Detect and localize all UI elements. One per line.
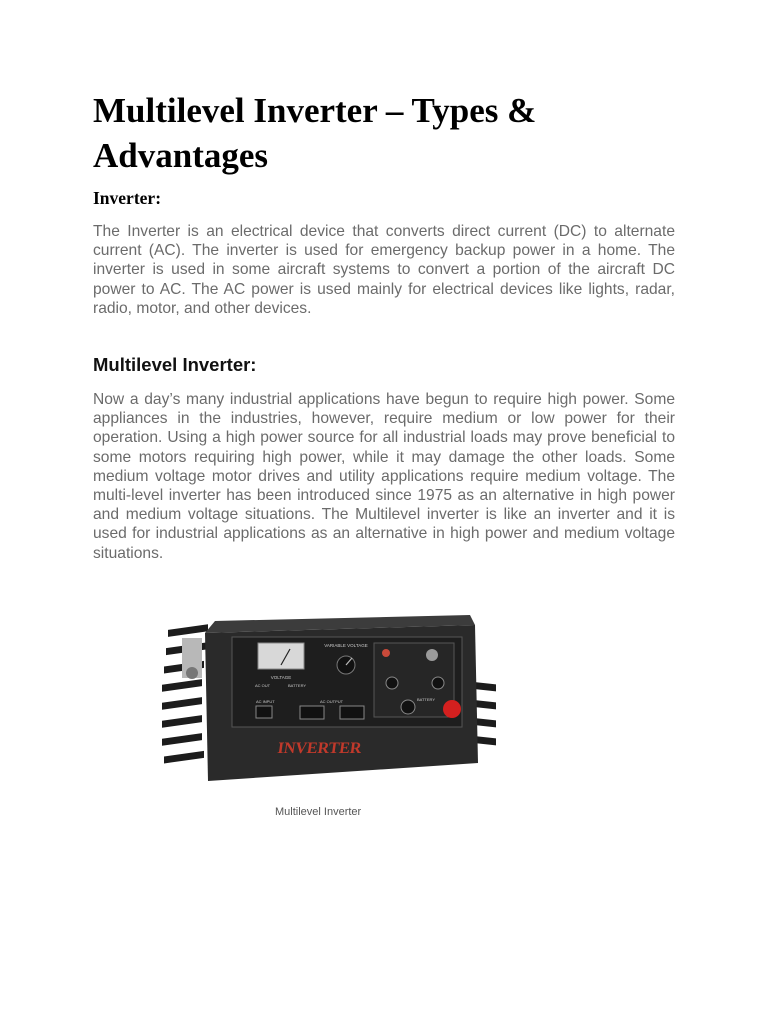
battery-label: BATTERY	[416, 697, 436, 702]
page-title: Multilevel Inverter – Types & Advantages	[93, 91, 537, 175]
meter-label: VOLTAGE	[270, 675, 292, 680]
section-heading-multilevel-inverter: Multilevel Inverter:	[93, 354, 257, 375]
ac-input-socket	[256, 706, 272, 718]
mounting-screw	[186, 667, 198, 679]
inverter-device-image	[160, 603, 510, 783]
status-led	[382, 649, 390, 657]
switch-knob-2	[432, 677, 444, 689]
toggle-switch	[426, 649, 438, 661]
voltage-meter	[258, 643, 304, 669]
ac-output-socket-2	[340, 706, 364, 719]
switch-knob-1	[386, 677, 398, 689]
switch-2-label: BATTERY	[288, 683, 307, 688]
inverter-paragraph: The Inverter is an electrical device that converts direct current (DC) to alternate current (AC). The inverter is used for emergency backup power in a home. The inverter is used in some aircraft systems to convert a portion of the aircraft DC power to AC. The AC power is used mainly for electrical devices like lights, radar, radio, motor, and other devices.	[93, 223, 675, 317]
ac-output-socket-1	[300, 706, 324, 719]
figure-caption: Multilevel Inverter	[275, 806, 362, 818]
multilevel-inverter-paragraph: Now a day’s many industrial applications have begun to require high power. Some appliances in the industries, however, require medium or low power for their operation. Using a high power source for all industrial loads may prove beneficial to some motors requiring high power, while it may damage the other loads. Some medium voltage motor drives and utility applications require medium voltage. The multi-level inverter has been introduced since 1975 as an alternative in high power and medium voltage situations. The Multilevel inverter is like an inverter and it is used for industrial applications as an alternative in high power and medium voltage situations.	[93, 391, 675, 562]
ac-output-label: AC OUTPUT	[320, 699, 344, 704]
inverter-device-illustration	[160, 603, 510, 783]
battery-terminal-black	[401, 700, 415, 714]
knob-label: VARIABLE VOLTAGE	[324, 643, 368, 648]
section-heading-inverter: Inverter:	[93, 188, 162, 208]
ac-input-label: AC INPUT	[256, 699, 275, 704]
battery-terminal-red	[443, 700, 461, 718]
switch-1-label: AC OUT	[255, 683, 271, 688]
brand-label: INVERTER	[276, 740, 363, 757]
